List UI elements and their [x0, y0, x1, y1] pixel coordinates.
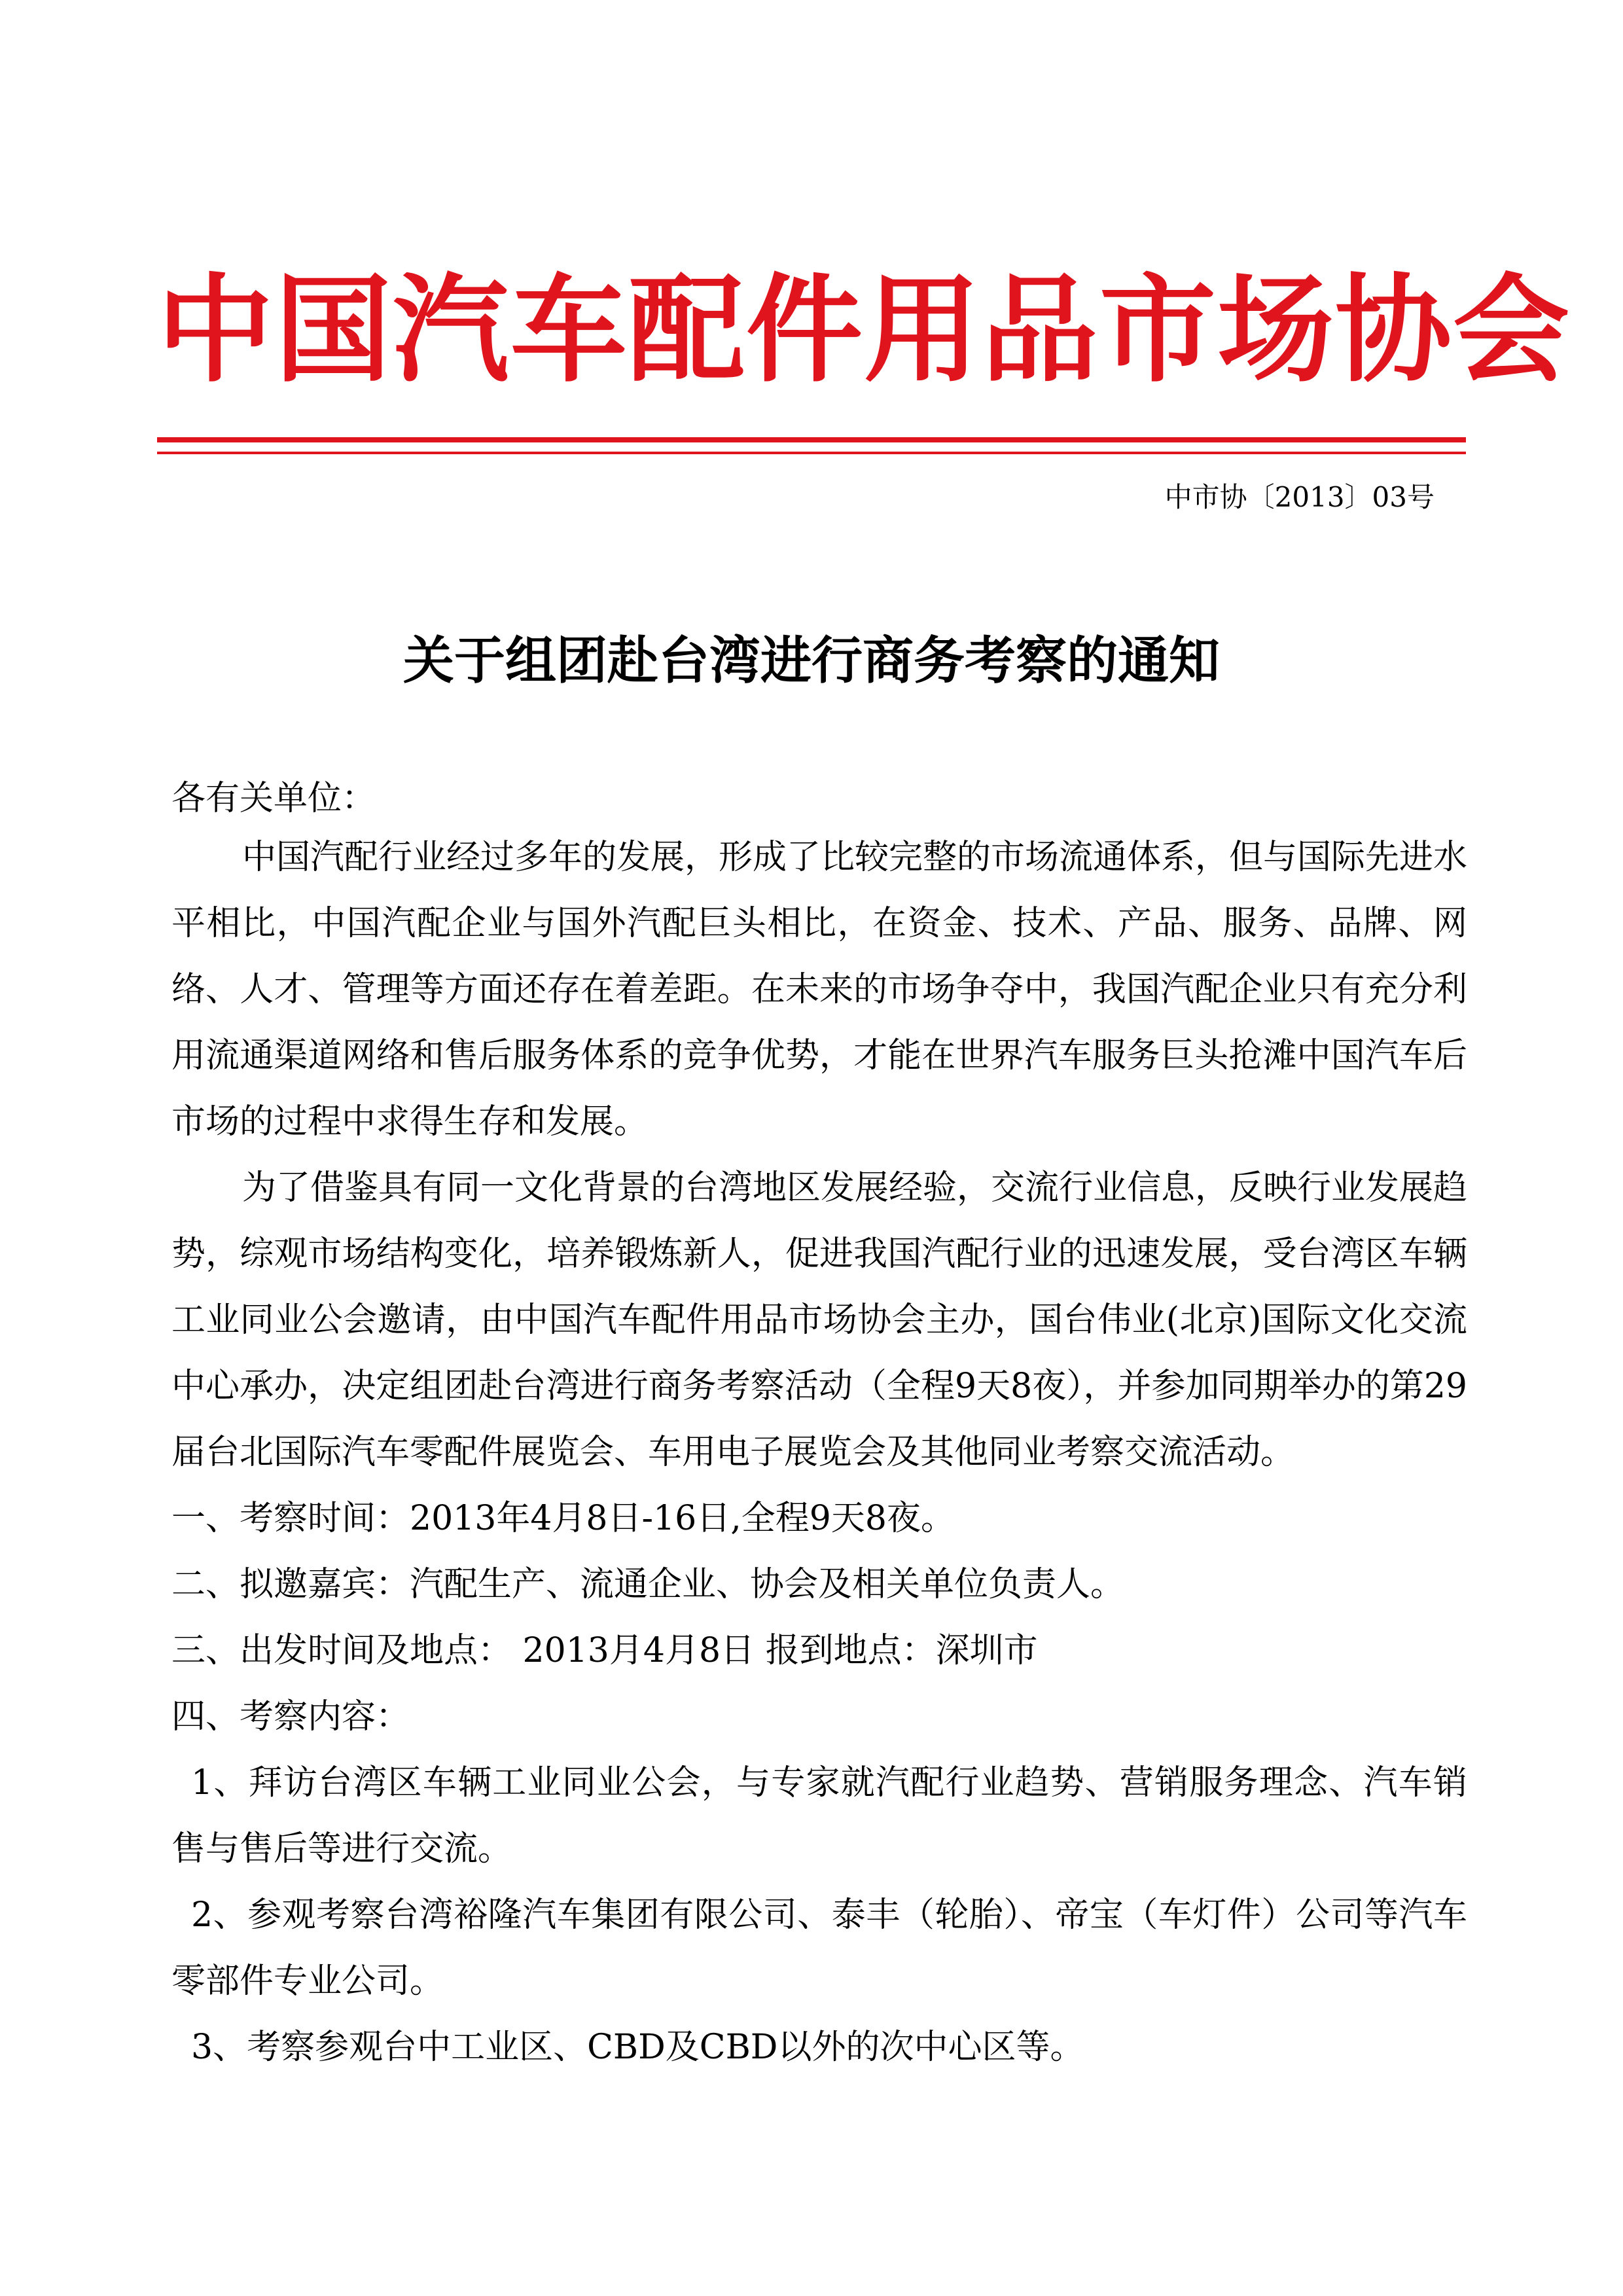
item-inspection-time: 一、考察时间：2013年4月8日-16日,全程9天8夜。	[171, 1499, 955, 1538]
document-number: 中市协〔2013〕03号	[1164, 481, 1435, 513]
item-invited-guests: 二、拟邀嘉宾：汽配生产、流通企业、协会及相关单位负责人。	[171, 1565, 1125, 1604]
content-sub-item: 2、参观考察台湾裕隆汽车集团有限公司、泰丰（轮胎）、帝宝（车灯件）公司等汽车零部件专业公司。	[171, 1895, 1467, 2001]
document-title: 关于组团赴台湾进行商务考察的通知	[402, 631, 1220, 691]
body-paragraph: 为了借鉴具有同一文化背景的台湾地区发展经验，交流行业信息，反映行业发展趋势，综观市场结构变化，培养锻炼新人，促进我国汽配行业的迅速发展，受台湾区车辆工业同业公会邀请，由中国汽车配件用品市场协会主办，国台伟业(北京)国际文化交流中心承办，决定组团赴台湾进行商务考察活动（全程9天8夜），并参加同期举办的第29届台北国际汽车零配件展览会、车用电子展览会及其他同业考察交流活动。	[171, 1168, 1468, 1472]
salutation: 各有关单位：	[171, 779, 376, 818]
letterhead-rule-thin	[157, 452, 1466, 454]
content-sub-item: 3、考察参观台中工业区、CBD及CBD以外的次中心区等。	[191, 2028, 1084, 2067]
item-departure: 三、出发时间及地点： 2013月4月8日 报到地点：深圳市	[171, 1631, 1038, 1670]
body-paragraph: 中国汽配行业经过多年的发展，形成了比较完整的市场流通体系，但与国际先进水平相比，中国汽配企业与国外汽配巨头相比，在资金、技术、产品、服务、品牌、网络、人才、管理等方面还存在着差距。在未来的市场争夺中，我国汽配企业只有充分利用流通渠道网络和售后服务体系的竞争优势，才能在世界汽车服务巨头抢滩中国汽车后市场的过程中求得生存和发展。	[171, 838, 1468, 1141]
document-body	[171, 825, 1467, 2081]
letterhead-rule-thick	[157, 437, 1466, 442]
item-content-heading: 四、考察内容：	[171, 1697, 410, 1736]
content-sub-item: 1、拜访台湾区车辆工业同业公会，与专家就汽配行业趋势、营销服务理念、汽车销售与售后等进行交流。	[171, 1763, 1467, 1869]
letterhead-org-name: 中国汽车配件用品市场协会	[157, 262, 1571, 398]
